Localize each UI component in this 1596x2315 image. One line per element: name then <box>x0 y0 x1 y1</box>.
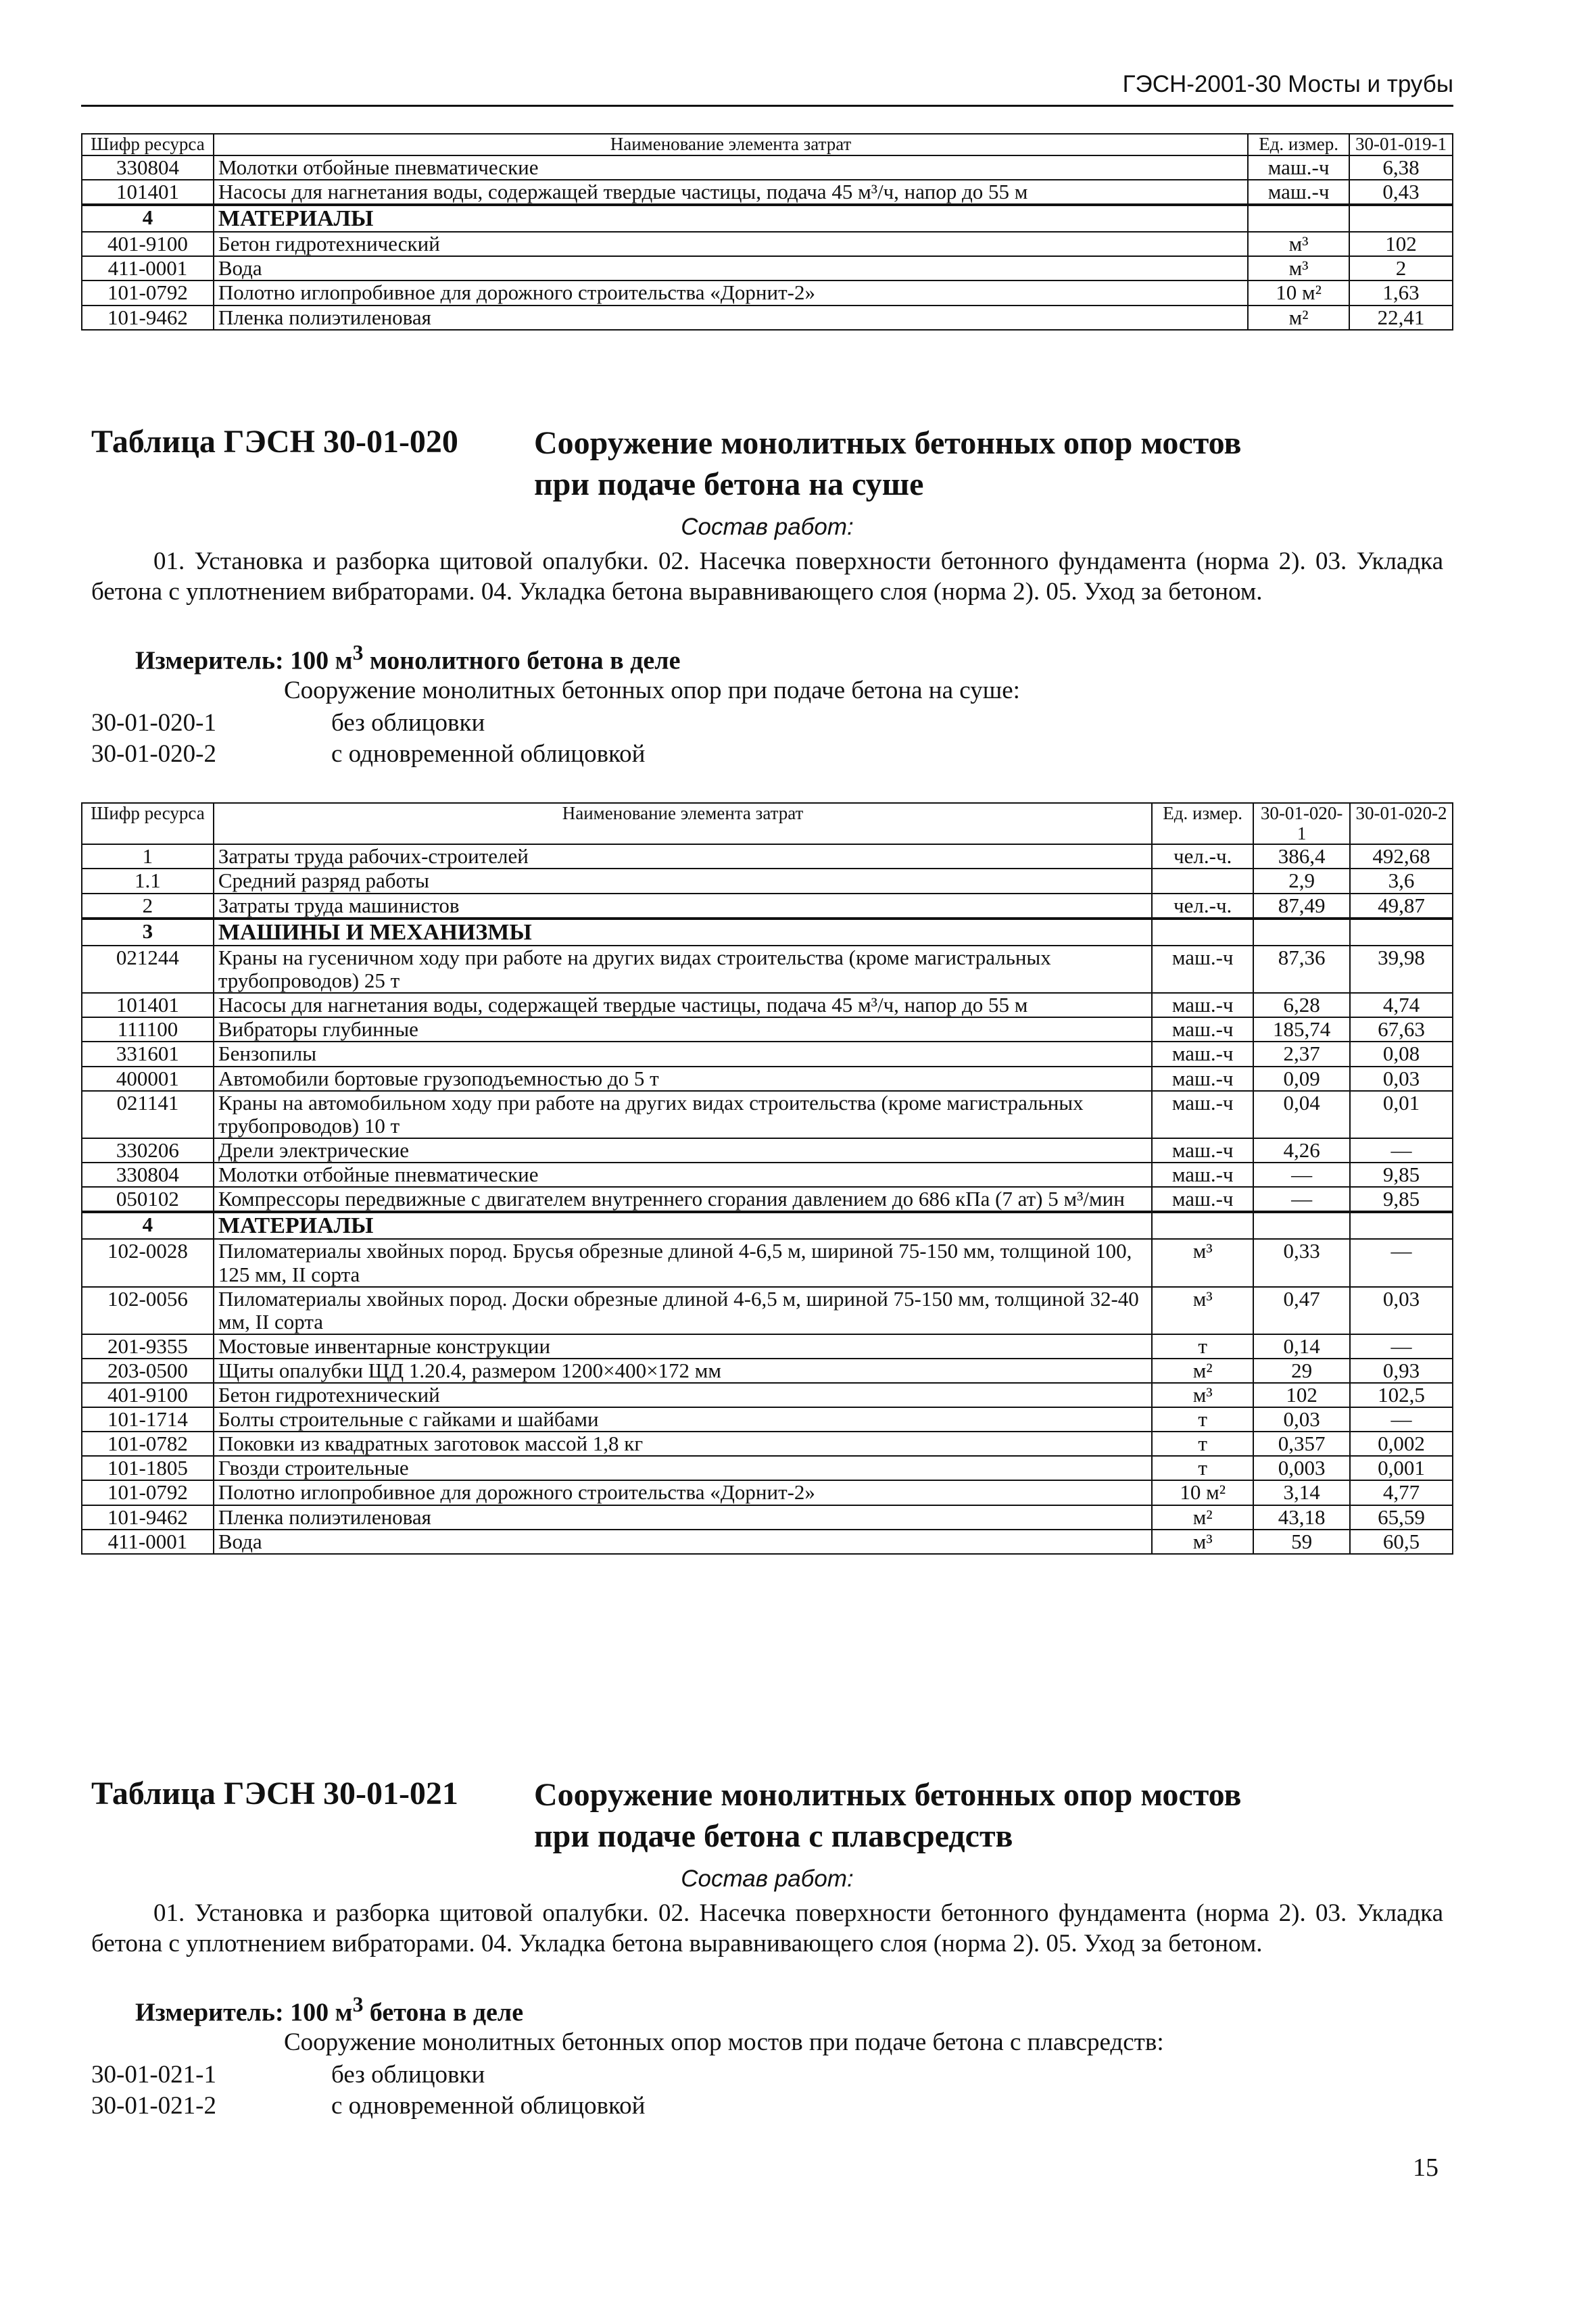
cell-value-1: 185,74 <box>1253 1017 1350 1042</box>
cell-value-2: — <box>1350 1239 1453 1286</box>
cell-name: Компрессоры передвижные с двигателем внутреннего сгорания давлением до 686 кПа (7 ат) 5 м³/мин <box>214 1187 1152 1212</box>
cell-value-2: 65,59 <box>1350 1505 1453 1530</box>
cell-value-1: 0,003 <box>1253 1456 1350 1480</box>
cell-value-2: 9,85 <box>1350 1163 1453 1187</box>
cell-code: 111100 <box>82 1017 214 1042</box>
cell-code: 331601 <box>82 1042 214 1066</box>
table-row <box>82 1505 1453 1530</box>
cell-name: Щиты опалубки ЩД 1.20.4, размером 1200×400×172 мм <box>214 1359 1152 1383</box>
cell-value-1: 59 <box>1253 1530 1350 1554</box>
cell-value-2: 0,08 <box>1350 1042 1453 1066</box>
cell-code: 101-9462 <box>82 306 214 330</box>
table-title-020 <box>534 422 1413 506</box>
cell-name: Полотно иглопробивное для дорожного строительства «Дорнит-2» <box>214 1480 1152 1505</box>
cell-value-1: 102 <box>1349 232 1453 256</box>
cell-unit: м³ <box>1248 256 1349 281</box>
cell-value-1: — <box>1253 1187 1350 1212</box>
variant-label: с одновременной облицовкой <box>331 2092 646 2120</box>
table-row <box>82 894 1453 919</box>
cell-code: 411-0001 <box>82 256 214 281</box>
cell-value-2: 0,01 <box>1350 1091 1453 1138</box>
cell-unit: чел.-ч. <box>1152 894 1253 919</box>
cell-name: Средний разряд работы <box>214 869 1152 893</box>
cell-value-2: — <box>1350 1138 1453 1163</box>
works-text-021: 01. Установка и разборка щитовой опалубки. 02. Насечка поверхности бетонного фундамента (норма 2). 03. Укладка бетона с уплотнением вибраторами. 04. Укладка бетона выравнивающего слоя (норма 2). 05. Уход за бетоном. <box>91 1899 1443 1958</box>
cell-name: Вода <box>214 1530 1152 1554</box>
cell-value-2: 3,6 <box>1350 869 1453 893</box>
table-row <box>82 1163 1453 1187</box>
variant-code: 30-01-020-2 <box>91 740 216 768</box>
table-row <box>82 993 1453 1017</box>
table-row <box>82 1287 1453 1334</box>
cell-name: Гвозди строительные <box>214 1456 1152 1480</box>
cell-unit: 10 м² <box>1152 1480 1253 1505</box>
cell-unit: маш.-ч <box>1152 1187 1253 1212</box>
cell-name: Полотно иглопробивное для дорожного строительства «Дорнит-2» <box>214 281 1248 305</box>
cell-code: 400001 <box>82 1067 214 1091</box>
cell-value-1: 0,47 <box>1253 1287 1350 1334</box>
section-row <box>82 1212 1453 1239</box>
cell-name: Затраты труда машинистов <box>214 894 1152 919</box>
cell-unit: 10 м² <box>1248 281 1349 305</box>
measure-020 <box>135 641 680 676</box>
cell-name: Пленка полиэтиленовая <box>214 1505 1152 1530</box>
table-label-020: Таблица ГЭСН 30-01-020 <box>91 424 458 460</box>
cell-name: Молотки отбойные пневматические <box>214 1163 1152 1187</box>
cell-code: 101401 <box>82 180 214 205</box>
variant-label: с одновременной облицовкой <box>331 740 646 768</box>
cell-value-2: 4,77 <box>1350 1480 1453 1505</box>
cell-unit: м³ <box>1248 232 1349 256</box>
table-row <box>82 1407 1453 1432</box>
cell-value-2: — <box>1350 1334 1453 1359</box>
header-code: Шифр ресурса <box>82 803 214 844</box>
cell-code: 021244 <box>82 946 214 993</box>
cell-value-2: 9,85 <box>1350 1187 1453 1212</box>
cell-name: Вибраторы глубинные <box>214 1017 1152 1042</box>
cell-value-2: 0,03 <box>1350 1067 1453 1091</box>
measure-020-prefix: Измеритель: 100 м <box>135 646 353 675</box>
variant-020-1 <box>91 708 485 737</box>
variant-label: без облицовки <box>331 709 485 737</box>
cell-code: 330804 <box>82 155 214 180</box>
variants-caption-021: Сооружение монолитных бетонных опор мостов при подаче бетона с плавсредств: <box>284 2028 1164 2056</box>
cell-code: 101-1805 <box>82 1456 214 1480</box>
cell-name: Затраты труда рабочих-строителей <box>214 844 1152 869</box>
cell-name: Насосы для нагнетания воды, содержащей твердые частицы, подача 45 м³/ч, напор до 55 м <box>214 180 1248 205</box>
cell-unit <box>1248 205 1349 232</box>
cell-unit: маш.-ч <box>1152 946 1253 993</box>
cell-name: Автомобили бортовые грузоподъемностью до 5 т <box>214 1067 1152 1091</box>
cell-unit: м³ <box>1152 1239 1253 1286</box>
variant-021-1 <box>91 2060 485 2089</box>
table-row <box>82 1187 1453 1212</box>
table-row <box>82 1480 1453 1505</box>
header-col1: 30-01-020-1 <box>1253 803 1350 844</box>
works-text-020: 01. Установка и разборка щитовой опалубки. 02. Насечка поверхности бетонного фундамента (норма 2). 03. Укладка бетона с уплотнением вибраторами. 04. Укладка бетона выравнивающего слоя (норма 2). 05. Уход за бетоном. <box>91 547 1443 606</box>
cell-unit: маш.-ч <box>1152 993 1253 1017</box>
cell-unit: маш.-ч <box>1152 1042 1253 1066</box>
table-row <box>82 155 1453 180</box>
cell-unit <box>1152 1212 1253 1239</box>
cell-value-2: 0,001 <box>1350 1456 1453 1480</box>
measure-021 <box>135 1993 523 2028</box>
works-caption-020: Состав работ: <box>681 514 854 540</box>
table-row <box>82 1239 1453 1286</box>
variant-code: 30-01-021-2 <box>91 2092 216 2120</box>
cell-name: Молотки отбойные пневматические <box>214 155 1248 180</box>
cell-unit: т <box>1152 1432 1253 1456</box>
cell-code: 411-0001 <box>82 1530 214 1554</box>
cell-unit: маш.-ч <box>1152 1017 1253 1042</box>
table-title-021-line1: Сооружение монолитных бетонных опор мостов <box>534 1777 1242 1813</box>
cell-unit: т <box>1152 1407 1253 1432</box>
cell-value-1 <box>1253 1212 1350 1239</box>
cell-value-2: 4,74 <box>1350 993 1453 1017</box>
measure-021-prefix: Измеритель: 100 м <box>135 1998 353 2027</box>
cell-code: 401-9100 <box>82 232 214 256</box>
header-name: Наименование элемента затрат <box>214 134 1248 155</box>
measure-021-suffix: бетона в деле <box>363 1998 524 2027</box>
cell-name: МАТЕРИАЛЫ <box>214 1212 1152 1239</box>
variant-code: 30-01-020-1 <box>91 709 216 737</box>
cell-name: Поковки из квадратных заготовок массой 1,8 кг <box>214 1432 1152 1456</box>
cell-unit: м³ <box>1152 1530 1253 1554</box>
cell-name: Мостовые инвентарные конструкции <box>214 1334 1152 1359</box>
cell-value-2 <box>1350 1212 1453 1239</box>
table-row <box>82 1067 1453 1091</box>
table-row <box>82 869 1453 893</box>
variant-code: 30-01-021-1 <box>91 2061 216 2089</box>
cell-code: 101-0792 <box>82 1480 214 1505</box>
cell-code: 203-0500 <box>82 1359 214 1383</box>
cell-value-2: 0,002 <box>1350 1432 1453 1456</box>
section-row <box>82 919 1453 946</box>
header-name: Наименование элемента затрат <box>214 803 1152 844</box>
cell-code: 101401 <box>82 993 214 1017</box>
cell-value-1: 102 <box>1253 1383 1350 1407</box>
variants-caption-020: Сооружение монолитных бетонных опор при подаче бетона на суше: <box>284 677 1020 704</box>
cell-value-1: 0,09 <box>1253 1067 1350 1091</box>
table-row <box>82 281 1453 305</box>
cell-code: 101-9462 <box>82 1505 214 1530</box>
cell-code: 401-9100 <box>82 1383 214 1407</box>
cell-name: Бетон гидротехнический <box>214 232 1248 256</box>
table-title-021 <box>534 1774 1413 1857</box>
cell-name: Дрели электрические <box>214 1138 1152 1163</box>
cell-unit <box>1152 869 1253 893</box>
cell-value-1: 0,43 <box>1349 180 1453 205</box>
cell-code: 021141 <box>82 1091 214 1138</box>
cell-value-1: 87,49 <box>1253 894 1350 919</box>
cell-value-1: 0,14 <box>1253 1334 1350 1359</box>
cell-code: 330206 <box>82 1138 214 1163</box>
variant-label: без облицовки <box>331 2061 485 2089</box>
cell-name: Краны на гусеничном ходу при работе на других видах строительства (кроме магистральных трубопроводов) 25 т <box>214 946 1152 993</box>
cell-code: 4 <box>82 1212 214 1239</box>
cell-unit: м³ <box>1152 1383 1253 1407</box>
cell-value-2: — <box>1350 1407 1453 1432</box>
cell-code: 330804 <box>82 1163 214 1187</box>
table-row <box>82 1456 1453 1480</box>
header-code: Шифр ресурса <box>82 134 214 155</box>
cell-value-1: 6,38 <box>1349 155 1453 180</box>
cell-name: Пиломатериалы хвойных пород. Доски обрезные длиной 4-6,5 м, шириной 75-150 мм, толщиной 32-40 мм, II сорта <box>214 1287 1152 1334</box>
cell-unit: маш.-ч <box>1152 1138 1253 1163</box>
cell-code: 101-0792 <box>82 281 214 305</box>
cell-code: 3 <box>82 919 214 946</box>
cell-name: Бетон гидротехнический <box>214 1383 1152 1407</box>
table-row <box>82 844 1453 869</box>
cell-code: 101-1714 <box>82 1407 214 1432</box>
cell-unit: т <box>1152 1334 1253 1359</box>
running-head: ГЭСН-2001-30 Мосты и трубы <box>1122 71 1453 97</box>
table-row <box>82 1432 1453 1456</box>
cell-value-1: 3,14 <box>1253 1480 1350 1505</box>
header-col1: 30-01-019-1 <box>1349 134 1453 155</box>
cell-unit: маш.-ч <box>1248 155 1349 180</box>
cell-unit: маш.-ч <box>1152 1163 1253 1187</box>
cell-value-1: 0,03 <box>1253 1407 1350 1432</box>
cell-value-1: 1,63 <box>1349 281 1453 305</box>
cell-value-1: 0,33 <box>1253 1239 1350 1286</box>
cell-value-2: 67,63 <box>1350 1017 1453 1042</box>
section-row <box>82 205 1453 232</box>
cell-name: Краны на автомобильном ходу при работе на других видах строительства (кроме магистральных трубопроводов) 10 т <box>214 1091 1152 1138</box>
cell-value-2: 102,5 <box>1350 1383 1453 1407</box>
resource-table-30-01-019 <box>81 133 1453 331</box>
cell-unit: м² <box>1152 1359 1253 1383</box>
header-unit: Ед. измер. <box>1248 134 1349 155</box>
cell-value-1: 386,4 <box>1253 844 1350 869</box>
cell-value-1: 6,28 <box>1253 993 1350 1017</box>
table-row <box>82 256 1453 281</box>
cell-unit: т <box>1152 1456 1253 1480</box>
cell-name: Вода <box>214 256 1248 281</box>
table-title-020-line1: Сооружение монолитных бетонных опор мостов <box>534 425 1242 461</box>
cell-value-1: 2,37 <box>1253 1042 1350 1066</box>
cell-value-1: 2 <box>1349 256 1453 281</box>
cell-value-2: 492,68 <box>1350 844 1453 869</box>
cell-unit: маш.-ч <box>1152 1091 1253 1138</box>
cell-value-1: 43,18 <box>1253 1505 1350 1530</box>
variant-020-2 <box>91 739 645 769</box>
table2-body <box>82 844 1453 1553</box>
page-number: 15 <box>1413 2153 1438 2182</box>
table-row <box>82 1359 1453 1383</box>
header-rule <box>81 105 1453 107</box>
table-row <box>82 306 1453 330</box>
cell-unit: маш.-ч <box>1152 1067 1253 1091</box>
cell-unit: м³ <box>1152 1287 1253 1334</box>
measure-020-sup: 3 <box>352 641 364 664</box>
cell-name: Пленка полиэтиленовая <box>214 306 1248 330</box>
cell-value-2: 60,5 <box>1350 1530 1453 1554</box>
table-title-021-line2: при подаче бетона с плавсредств <box>534 1818 1013 1855</box>
cell-name: Бензопилы <box>214 1042 1152 1066</box>
cell-name: Пиломатериалы хвойных пород. Брусья обрезные длиной 4-6,5 м, шириной 75-150 мм, толщиной 100, 125 мм, II сорта <box>214 1239 1152 1286</box>
cell-value-1: 22,41 <box>1349 306 1453 330</box>
cell-code: 101-0782 <box>82 1432 214 1456</box>
cell-value-1: 0,357 <box>1253 1432 1350 1456</box>
cell-unit: чел.-ч. <box>1152 844 1253 869</box>
cell-value-2 <box>1350 919 1453 946</box>
table-row <box>82 1530 1453 1554</box>
table1-body <box>82 155 1453 330</box>
cell-unit: маш.-ч <box>1248 180 1349 205</box>
measure-020-suffix: монолитного бетона в деле <box>363 646 681 675</box>
table-row <box>82 1042 1453 1066</box>
cell-value-1: 0,04 <box>1253 1091 1350 1138</box>
cell-code: 1 <box>82 844 214 869</box>
cell-value-2: 0,03 <box>1350 1287 1453 1334</box>
cell-value-1: 87,36 <box>1253 946 1350 993</box>
cell-name: МАТЕРИАЛЫ <box>214 205 1248 232</box>
cell-value-1 <box>1253 919 1350 946</box>
table-row <box>82 1091 1453 1138</box>
table-row <box>82 1383 1453 1407</box>
cell-value-1: 2,9 <box>1253 869 1350 893</box>
cell-unit <box>1152 919 1253 946</box>
cell-value-1: 29 <box>1253 1359 1350 1383</box>
cell-value-1: — <box>1253 1163 1350 1187</box>
header-unit: Ед. измер. <box>1152 803 1253 844</box>
cell-code: 102-0028 <box>82 1239 214 1286</box>
cell-value-2: 0,93 <box>1350 1359 1453 1383</box>
cell-unit: м² <box>1248 306 1349 330</box>
header-col2: 30-01-020-2 <box>1350 803 1453 844</box>
cell-name: Болты строительные с гайками и шайбами <box>214 1407 1152 1432</box>
cell-name: МАШИНЫ И МЕХАНИЗМЫ <box>214 919 1152 946</box>
cell-code: 1.1 <box>82 869 214 893</box>
cell-code: 4 <box>82 205 214 232</box>
cell-code: 102-0056 <box>82 1287 214 1334</box>
cell-name: Насосы для нагнетания воды, содержащей твердые частицы, подача 45 м³/ч, напор до 55 м <box>214 993 1152 1017</box>
cell-code: 201-9355 <box>82 1334 214 1359</box>
resource-table-30-01-020 <box>81 802 1453 1555</box>
cell-unit: м² <box>1152 1505 1253 1530</box>
cell-value-1 <box>1349 205 1453 232</box>
cell-code: 050102 <box>82 1187 214 1212</box>
table-row <box>82 180 1453 205</box>
table-row <box>82 232 1453 256</box>
variant-021-2 <box>91 2091 645 2120</box>
cell-value-1: 4,26 <box>1253 1138 1350 1163</box>
table-row <box>82 1017 1453 1042</box>
cell-value-2: 39,98 <box>1350 946 1453 993</box>
cell-value-2: 49,87 <box>1350 894 1453 919</box>
table-row <box>82 946 1453 993</box>
table-row <box>82 1334 1453 1359</box>
cell-code: 2 <box>82 894 214 919</box>
table-title-020-line2: при подаче бетона на суше <box>534 466 924 503</box>
works-caption-021: Состав работ: <box>681 1866 854 1892</box>
table-label-021: Таблица ГЭСН 30-01-021 <box>91 1776 458 1811</box>
table-row <box>82 1138 1453 1163</box>
measure-021-sup: 3 <box>352 1993 364 2016</box>
